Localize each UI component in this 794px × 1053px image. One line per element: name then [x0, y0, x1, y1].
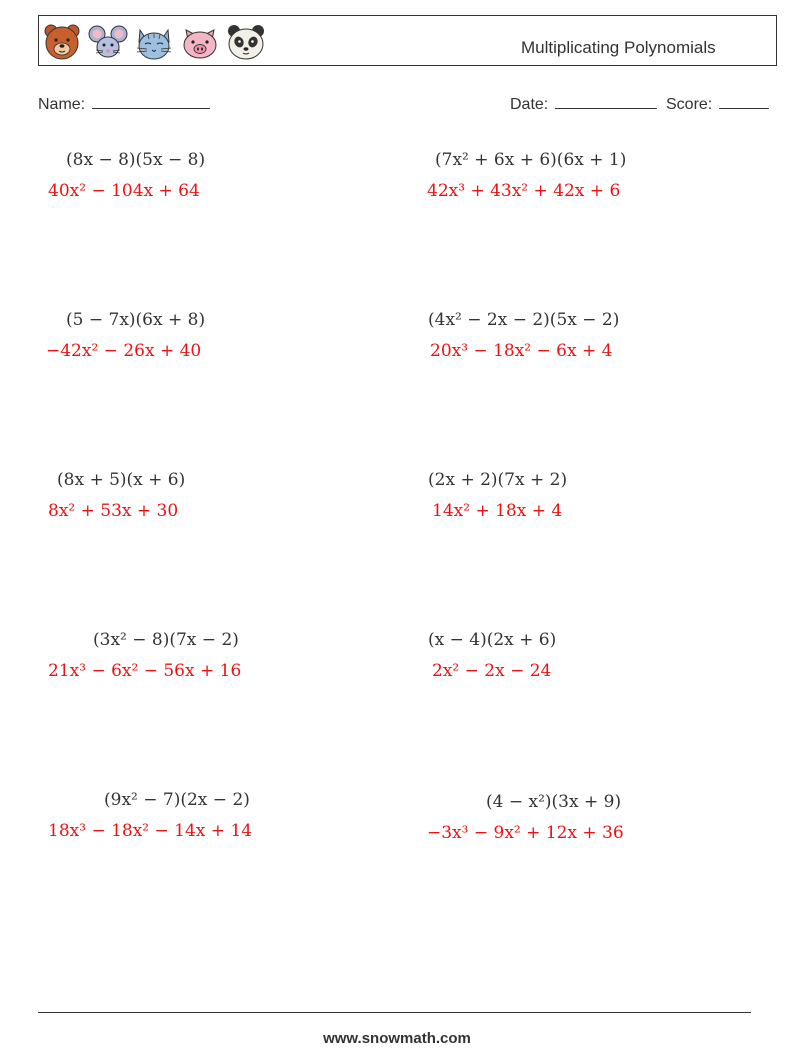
problem-4-question: (4x² − 2x − 2)(5x − 2) — [428, 310, 620, 330]
problem-5-answer: 8x² + 53x + 30 — [48, 501, 179, 521]
problem-1-answer: 40x² − 104x + 64 — [48, 181, 200, 201]
problem-1-question: (8x − 8)(5x − 8) — [66, 150, 206, 170]
problem-8-question: (x − 4)(2x + 6) — [428, 630, 557, 650]
bear-icon — [42, 22, 82, 62]
problem-3-answer: −42x² − 26x + 40 — [46, 341, 202, 361]
mouse-icon — [88, 22, 128, 62]
date-label: Date: — [510, 96, 549, 113]
footer-divider — [38, 1012, 751, 1013]
problem-5-question: (8x + 5)(x + 6) — [57, 470, 186, 490]
problem-4-answer: 20x³ − 18x² − 6x + 4 — [430, 341, 613, 361]
cat-icon — [134, 22, 174, 62]
problem-6-question: (2x + 2)(7x + 2) — [428, 470, 568, 490]
footer-website[interactable]: www.snowmath.com — [323, 1030, 471, 1047]
problem-10-answer: −3x³ − 9x² + 12x + 36 — [427, 823, 624, 843]
worksheet-title: Multiplicating Polynomials — [521, 38, 716, 57]
problem-3-question: (5 − 7x)(6x + 8) — [66, 310, 206, 330]
score-blank-line[interactable] — [719, 93, 769, 109]
problem-7-answer: 21x³ − 6x² − 56x + 16 — [48, 661, 242, 681]
panda-icon — [226, 22, 266, 62]
score-field[interactable] — [666, 93, 769, 114]
animal-icons — [42, 22, 266, 62]
problem-2-answer: 42x³ + 43x² + 42x + 6 — [427, 181, 621, 201]
name-field[interactable] — [38, 93, 210, 114]
header-box — [38, 15, 777, 66]
problem-9-answer: 18x³ − 18x² − 14x + 14 — [48, 821, 253, 841]
problem-9-question: (9x² − 7)(2x − 2) — [104, 790, 250, 810]
problem-7-question: (3x² − 8)(7x − 2) — [93, 630, 239, 650]
pig-icon — [180, 22, 220, 62]
score-label: Score: — [666, 96, 713, 113]
problem-2-question: (7x² + 6x + 6)(6x + 1) — [435, 150, 627, 170]
name-blank-line[interactable] — [92, 93, 210, 109]
problem-6-answer: 14x² + 18x + 4 — [432, 501, 563, 521]
date-blank-line[interactable] — [555, 93, 657, 109]
problem-10-question: (4 − x²)(3x + 9) — [486, 792, 622, 812]
date-field[interactable] — [510, 93, 657, 114]
name-label: Name: — [38, 96, 86, 113]
worksheet-fields — [38, 93, 771, 115]
problem-8-answer: 2x² − 2x − 24 — [432, 661, 552, 681]
